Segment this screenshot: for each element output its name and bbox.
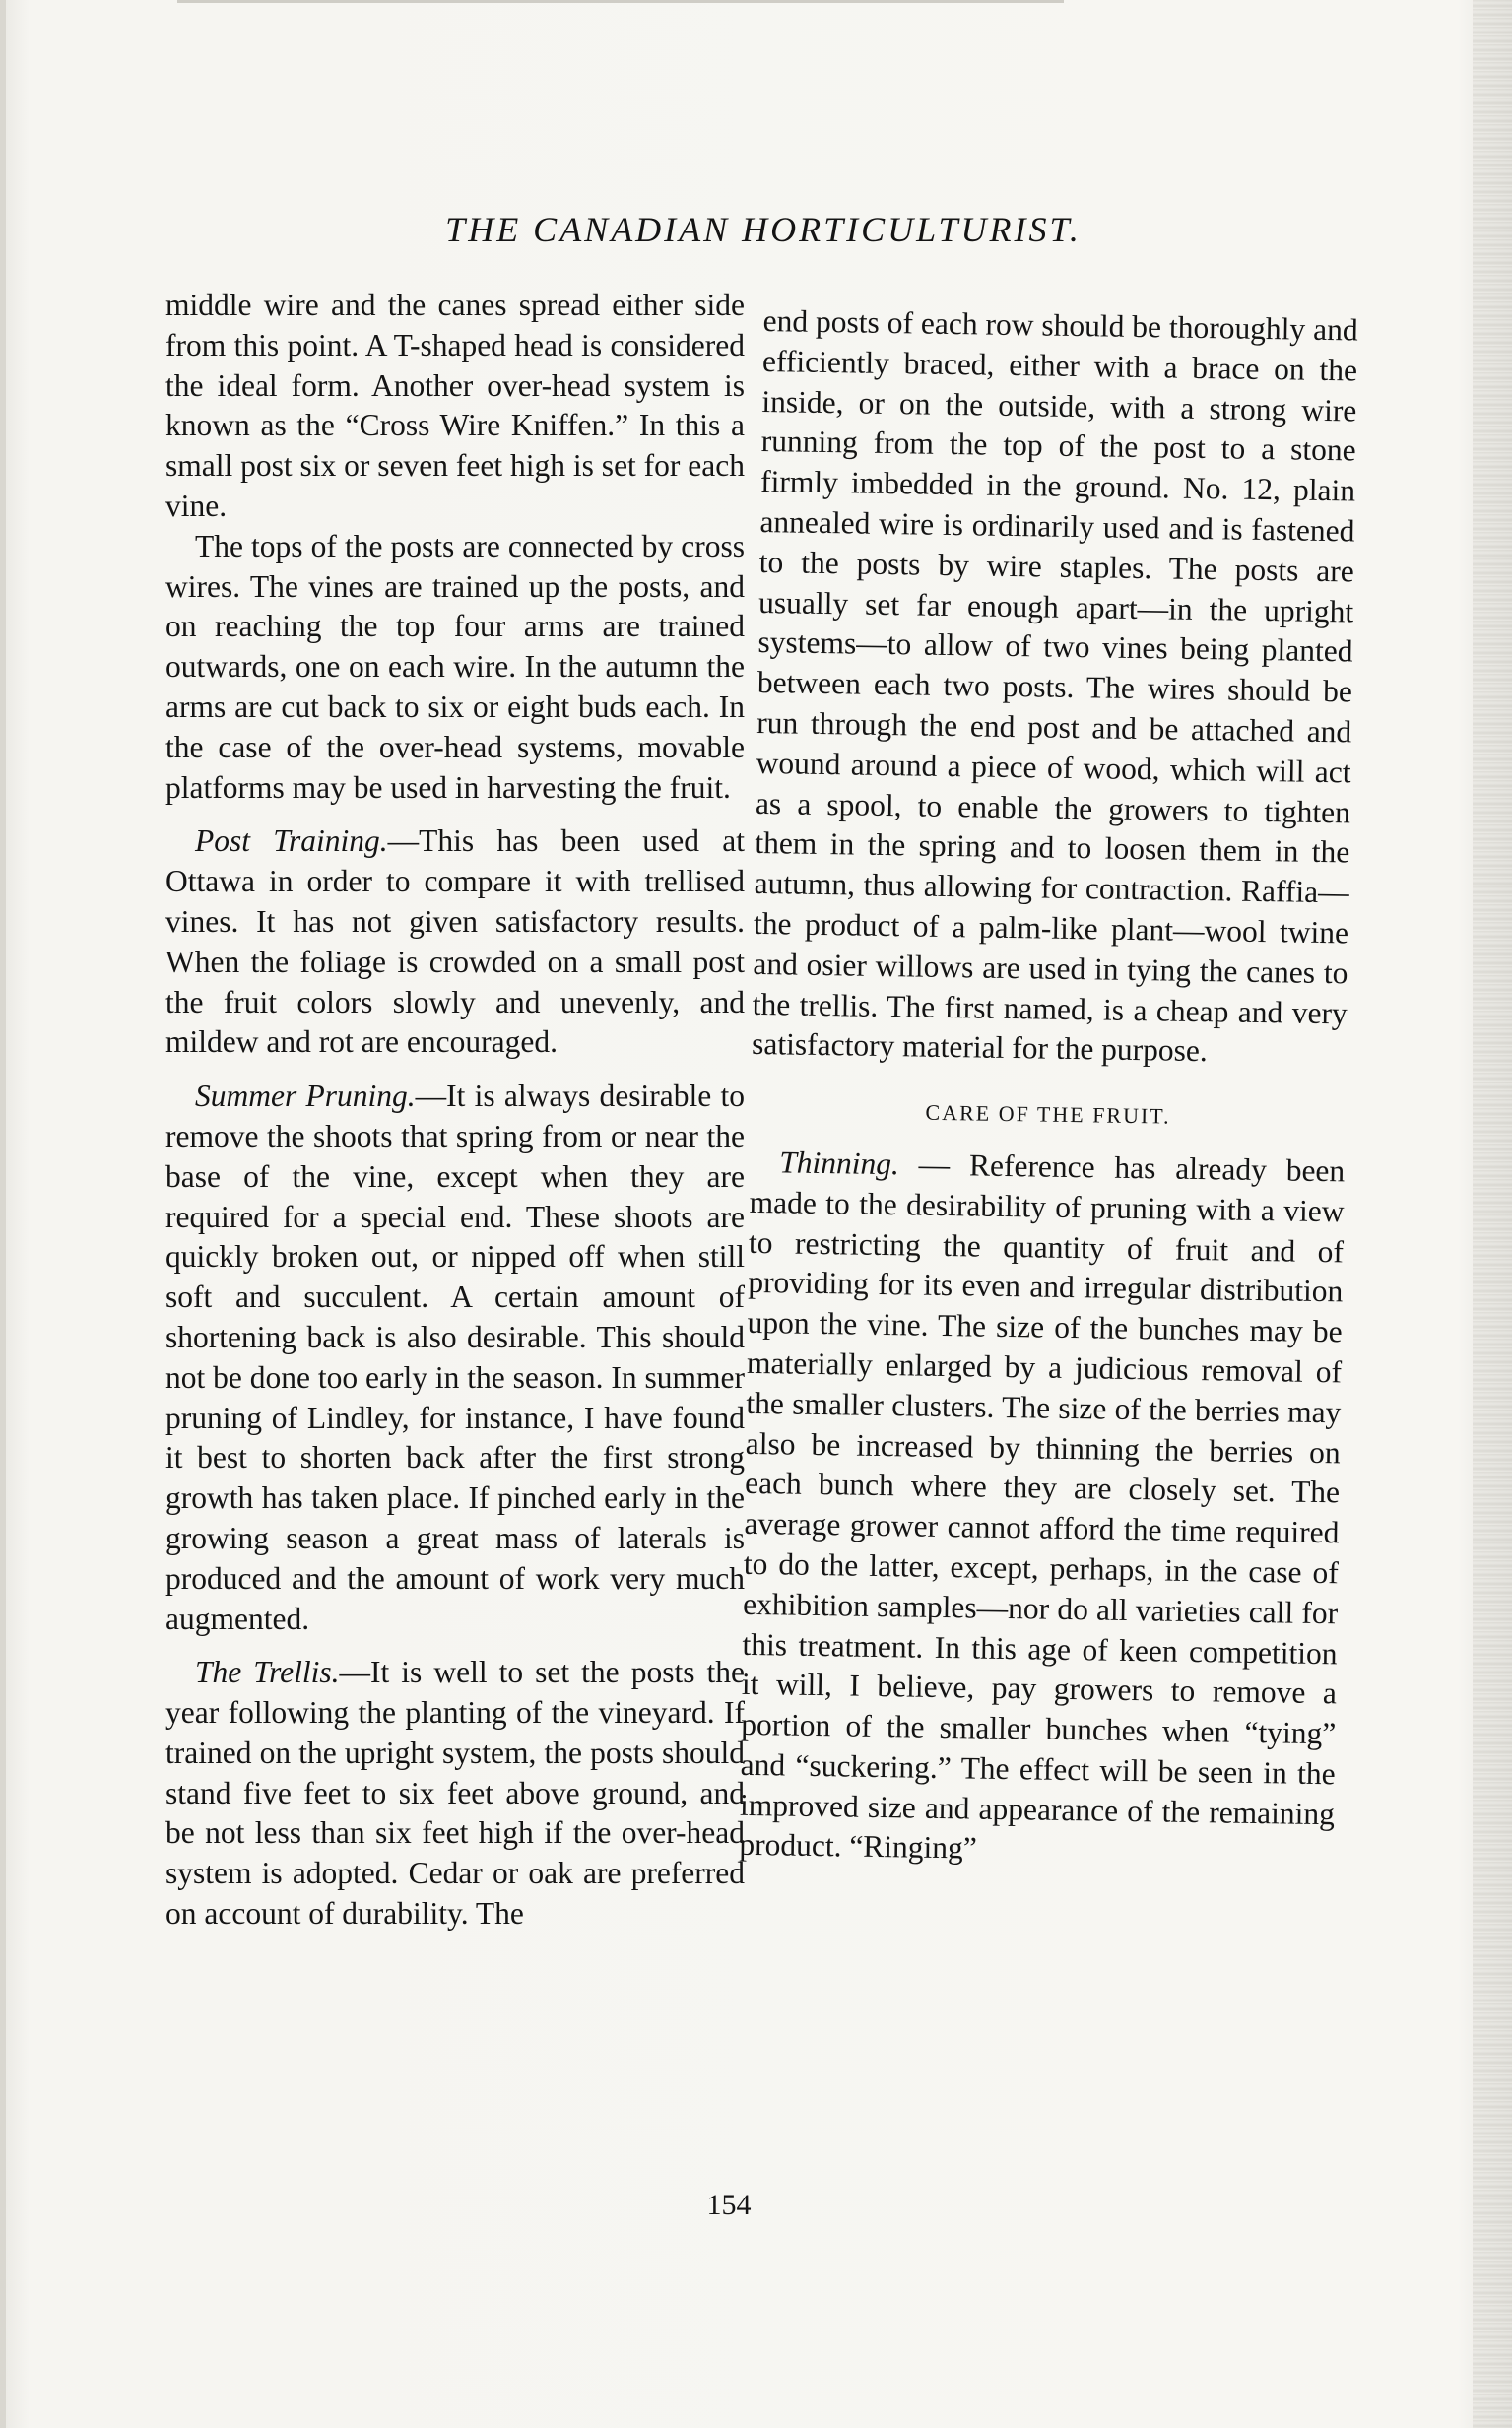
summer-pruning-heading: Summer Pruning. bbox=[195, 1079, 416, 1114]
left-paragraph-1: middle wire and the canes spread either side from this point. A T-shaped head is considered the ideal form. Another over-head system is known as the “Cross Wire Kniffen.” In this a small post six or seven feet high is set for each vine. bbox=[165, 288, 745, 523]
page-edge-top bbox=[177, 0, 1064, 3]
thinning-text: — Reference has already been made to the desirability of pruning with a view to restricting the quantity of fruit and of providing for its even and irregular distribution upon the vine. The size of the bunches may be materially enlarged by a judicious removal of the smaller clusters. The size of the berries may also be increased by thinning the berries on each bunch where they are closely set. The average grower cannot afford the time required to do the latter, except, perhaps, in the case of exhibition samples—nor do all varieties call for this treatment. In this age of keen competition it will, I believe, pay growers to remove a portion of the smaller bunches when “tying” and “suckering.” The effect will be seen in the improved size and appearance of the remaining product. “Ringing” bbox=[739, 1147, 1346, 1867]
thinning-heading: Thinning. bbox=[779, 1145, 900, 1182]
page-edge-left bbox=[0, 0, 6, 2428]
page-number: 154 bbox=[706, 2189, 752, 2221]
post-training-paragraph bbox=[165, 821, 745, 1063]
section-heading-care-of-the-fruit: CARE OF THE FRUIT. bbox=[925, 1099, 1171, 1129]
trellis-paragraph bbox=[165, 1653, 745, 1935]
page-edge-right bbox=[1473, 0, 1512, 2428]
thinning-paragraph bbox=[739, 1143, 1345, 1875]
running-head: THE CANADIAN HORTICULTURIST. bbox=[445, 210, 1082, 249]
left-paragraph-2: The tops of the posts are connected by cross wires. The vines are trained up the posts, and on reaching the top four arms are trained outwards, one on each wire. In the autumn the arms are cut back to six or eight buds each. In the case of the over-head systems, movable platforms may be used in harvesting the fruit. bbox=[165, 528, 745, 805]
right-paragraph-1: end posts of each row should be thoroughly and efficiently braced, either with a brace on the inside, or on the outside, with a strong wire running from the top of the post to a stone firmly imbedded in the ground. No. 12, plain annealed wire is ordinarily used and is fastened to the posts by wire staples. The posts are usually set far enough apart—in the upright systems—to allow of two vines being planted between each two posts. The wires should be run through the end post and be attached and wound around a piece of wood, which will act as a spool, to enable the growers to tighten them in the spring and to loosen them in the autumn, thus allowing for contraction. Raffia—the product of a palm-like plant—wool twine and osier willows are used in tying the canes to the trellis. The first named, is a cheap and very satisfactory material for the purpose. bbox=[751, 302, 1358, 1069]
right-column bbox=[739, 301, 1358, 1875]
trellis-heading: The Trellis. bbox=[195, 1655, 340, 1690]
summer-pruning-text: —It is always desirable to remove the shoots that spring from or near the base of the vine, except when they are required for a special end. These shoots are quickly broken out, or nipped off when still soft and succulent. A certain amount of shortening back is also desirable. This should not be done too early in the season. In summer pruning of Lindley, for instance, I have found it best to shorten back after the first strong growth has taken place. If pinched early in the growing season a great mass of laterals is produced and the amount of work very much augmented. bbox=[165, 1079, 745, 1636]
summer-pruning-paragraph bbox=[165, 1077, 745, 1639]
post-training-heading: Post Training. bbox=[195, 823, 388, 859]
trellis-text: —It is well to set the posts the year following the planting of the vineyard. If trained on the upright system, the posts should stand five feet to six feet above ground, and be not less than six feet high if the over-head system is adopted. Cedar or oak are preferred on account of durability. The bbox=[165, 1655, 745, 1932]
left-column bbox=[165, 286, 745, 1935]
post-training-text: —This has been used at Ottawa in order to compare it with trellised vines. It has not given satisfactory results. When the foliage is crowded on a small post the fruit colors slowly and unevenly, and mildew and rot are encouraged. bbox=[165, 823, 745, 1060]
